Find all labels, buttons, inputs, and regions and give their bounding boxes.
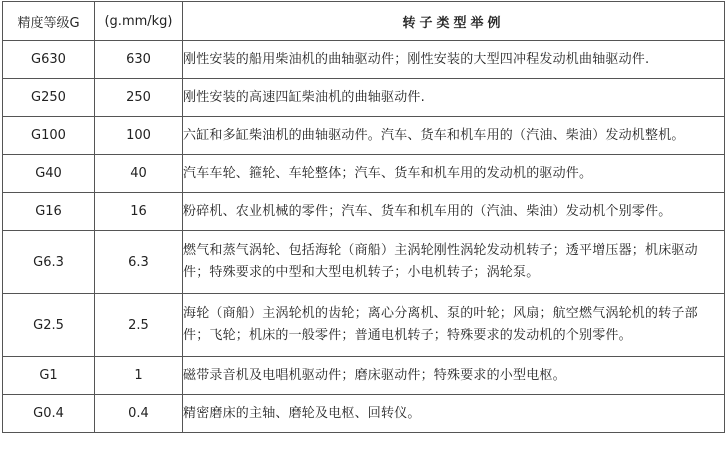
grade-cell: G16	[3, 193, 95, 231]
table-row	[3, 357, 725, 395]
grade-cell: G0.4	[3, 395, 95, 433]
grade-cell: G40	[3, 155, 95, 193]
table-header-row	[3, 2, 725, 41]
value-cell: 100	[95, 117, 183, 155]
examples-cell: 刚性安装的高速四缸柴油机的曲轴驱动件.	[183, 79, 725, 117]
grade-cell: G630	[3, 41, 95, 79]
header-grade: 精度等级G	[3, 2, 95, 41]
table-row	[3, 193, 725, 231]
table-row	[3, 395, 725, 433]
table-row	[3, 231, 725, 294]
grade-cell: G250	[3, 79, 95, 117]
table-row	[3, 155, 725, 193]
examples-cell: 燃气和蒸气涡轮、包括海轮（商船）主涡轮刚性涡轮发动机转子；透平增压器；机床驱动件；特殊要求的中型和大型电机转子；小电机转子；涡轮泵。	[183, 231, 725, 294]
header-unit: (g.mm/kg)	[95, 2, 183, 41]
value-cell: 6.3	[95, 231, 183, 294]
table-row	[3, 41, 725, 79]
value-cell: 0.4	[95, 395, 183, 433]
examples-cell: 六缸和多缸柴油机的曲轴驱动件。汽车、货车和机车用的（汽油、柴油）发动机整机。	[183, 117, 725, 155]
examples-cell: 刚性安装的船用柴油机的曲轴驱动件；刚性安装的大型四冲程发动机曲轴驱动件.	[183, 41, 725, 79]
grade-cell: G100	[3, 117, 95, 155]
table-row	[3, 294, 725, 357]
header-examples: 转子类型举例	[183, 2, 725, 41]
grade-cell: G1	[3, 357, 95, 395]
balance-grade-table	[2, 1, 725, 433]
value-cell: 250	[95, 79, 183, 117]
value-cell: 630	[95, 41, 183, 79]
grade-cell: G2.5	[3, 294, 95, 357]
examples-cell: 海轮（商船）主涡轮机的齿轮；离心分离机、泵的叶轮；风扇；航空燃气涡轮机的转子部件；飞轮；机床的一般零件；普通电机转子；特殊要求的发动机的个别零件。	[183, 294, 725, 357]
grade-cell: G6.3	[3, 231, 95, 294]
value-cell: 1	[95, 357, 183, 395]
examples-cell: 汽车车轮、箍轮、车轮整体；汽车、货车和机车用的发动机的驱动件。	[183, 155, 725, 193]
examples-cell: 磁带录音机及电唱机驱动件；磨床驱动件；特殊要求的小型电枢。	[183, 357, 725, 395]
value-cell: 16	[95, 193, 183, 231]
examples-cell: 精密磨床的主轴、磨轮及电枢、回转仪。	[183, 395, 725, 433]
value-cell: 40	[95, 155, 183, 193]
examples-cell: 粉碎机、农业机械的零件；汽车、货车和机车用的（汽油、柴油）发动机个别零件。	[183, 193, 725, 231]
value-cell: 2.5	[95, 294, 183, 357]
table-row	[3, 79, 725, 117]
table-row	[3, 117, 725, 155]
